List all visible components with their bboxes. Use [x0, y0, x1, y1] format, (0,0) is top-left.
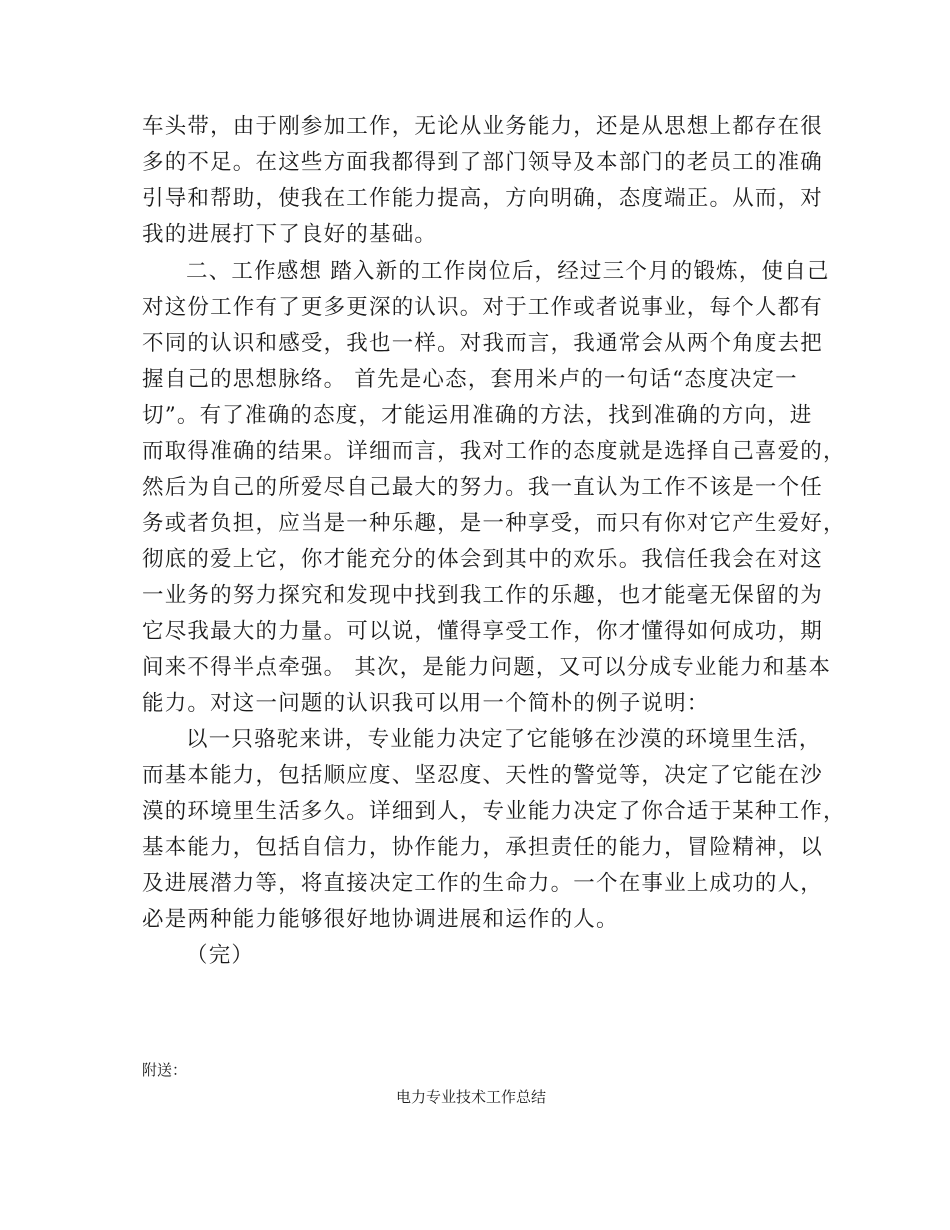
- body-line: 切”。有了准确的态度，才能运用准确的方法，找到准确的方向，进: [142, 403, 813, 428]
- body-line: 必是两种能力能够很好地协调进展和运作的人。: [142, 907, 619, 932]
- body-line: 间来不得半点牵强。 其次，是能力问题，又可以分成专业能力和基本: [142, 655, 832, 680]
- body-line: 握自己的思想脉络。 首先是心态，套用米卢的一句话“态度决定一: [142, 367, 798, 392]
- body-line: 多的不足。在这些方面我都得到了部门领导及本部门的老员工的准确: [142, 150, 824, 175]
- body-line: 彻底的爱上它，你才能充分的体会到其中的欢乐。我信任我会在对这: [142, 547, 824, 572]
- body-line: 而基本能力，包括顺应度、坚忍度、天性的警觉等，决定了它能在沙: [142, 763, 824, 788]
- body-line: 能力。对这一问题的认识我可以用一个简朴的例子说明：: [142, 691, 710, 716]
- body-line: 以一只骆驼来讲，专业能力决定了它能够在沙漠的环境里生活，: [186, 727, 822, 752]
- appendix-title: 电力专业技术工作总结: [396, 1088, 547, 1106]
- body-line: 及进展潜力等，将直接决定工作的生命力。一个在事业上成功的人，: [142, 871, 824, 896]
- body-line: 而取得准确的结果。详细而言，我对工作的态度就是选择自己喜爱的，: [142, 439, 846, 464]
- appendix-label: 附送：: [142, 1061, 188, 1079]
- body-line: 我的进展打下了良好的基础。: [142, 222, 438, 247]
- body-line: 基本能力，包括自信力，协作能力，承担责任的能力，冒险精神，以: [142, 835, 824, 860]
- body-line: 对这份工作有了更多更深的认识。对于工作或者说事业，每个人都有: [142, 295, 824, 320]
- body-line: 引导和帮助，使我在工作能力提高，方向明确，态度端正。从而，对: [142, 186, 824, 211]
- closing-mark: （完）: [186, 943, 255, 968]
- body-line: 车头带，由于刚参加工作，无论从业务能力，还是从思想上都存在很: [142, 114, 824, 139]
- body-line: 漠的环境里生活多久。详细到人，专业能力决定了你合适于某种工作，: [142, 799, 846, 824]
- body-line: 然后为自己的所爱尽自己最大的努力。我一直认为工作不该是一个任: [142, 475, 824, 500]
- body-line: 它尽我最大的力量。可以说，懂得享受工作，你才懂得如何成功，期: [142, 619, 824, 644]
- body-line: 一业务的努力探究和发现中找到我工作的乐趣，也才能毫无保留的为: [142, 583, 824, 608]
- body-line: 不同的认识和感受，我也一样。对我而言，我通常会从两个角度去把: [142, 331, 824, 356]
- body-line: 二、工作感想 踏入新的工作岗位后，经过三个月的锻炼，使自己: [186, 259, 830, 284]
- body-line: 务或者负担，应当是一种乐趣，是一种享受，而只有你对它产生爱好，: [142, 511, 846, 536]
